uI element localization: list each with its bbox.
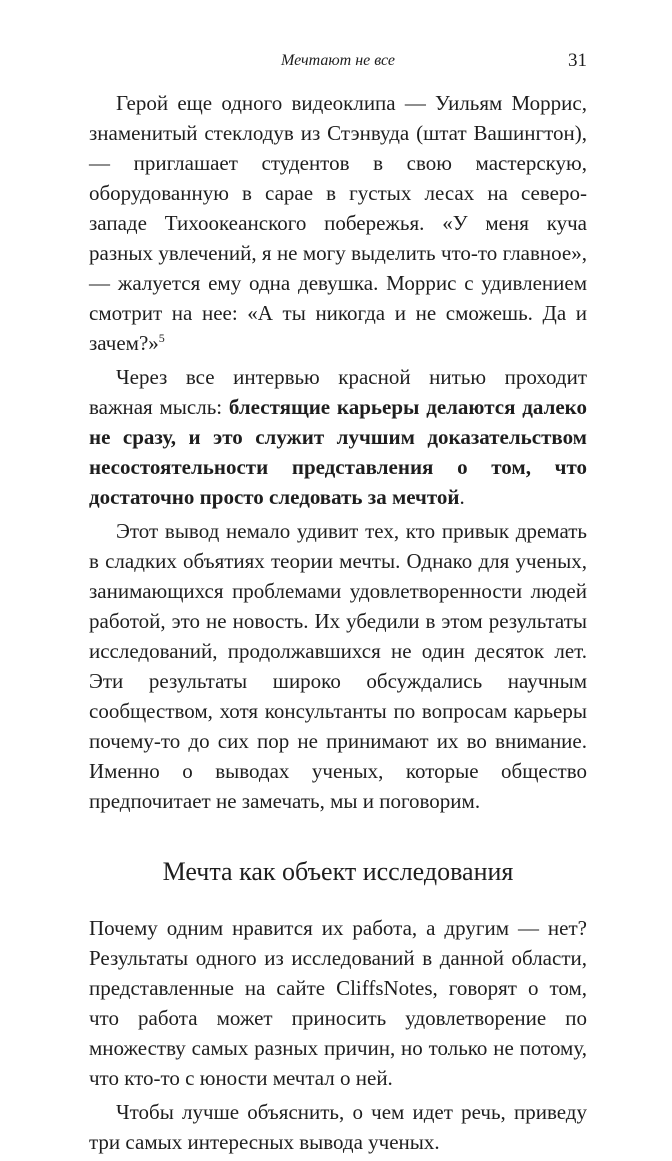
- bold-emphasis: блестящие карьеры делаются далеко не сразу, и это служит лучшим доказательством несостоятельности представления о том, что достаточно просто следовать за мечтой: [89, 395, 587, 509]
- paragraph-three-conclusions: Чтобы лучше объяснить, о чем идет речь, приведу три самых интересных вывода ученых.: [89, 1100, 587, 1154]
- paragraph-tail: .: [459, 485, 465, 509]
- paragraph-morris: [89, 88, 587, 358]
- paragraph-why-like-work: Почему одним нравится их работа, а другим — нет? Результаты одного из исследований в данной области, представленные на сайте CliffsNotes, говорят о том, что работа может приносить удовлетворение по множеству самых разных причин, но только не потому, что кто-то с юности мечтал о ней.: [89, 916, 587, 1090]
- paragraph-text: Герой еще одного видеоклипа — Уильям Моррис, знаменитый стеклодув из Стэнвуда (штат Вашингтон), — приглашает студентов в свою мастерскую, оборудованную в сарае в густых лесах на северо-западе Тихоокеанского побережья. «У меня куча разных увлечений, я не могу выделить что-то главное», — жалуется ему одна девушка. Моррис с удивлением смотрит на нее: «А ты никогда и не сможешь. Да и зачем?»: [89, 91, 587, 355]
- page-body: [89, 88, 587, 1161]
- paragraph-research: Этот вывод немало удивит тех, кто привык дремать в сладких объятиях теории мечты. Однако для ученых, занимающихся проблемами удовлетворенности людей работой, это не новость. Их убедили в этом результаты исследований, продолжавшихся не один десяток лет. Эти результаты широко обсуждались научным сообществом, хотя консультанты по вопросам карьеры почему-то до сих пор не принимают их во внимание. Именно о выводах ученых, которые общество предпочитает не замечать, мы и поговорим.: [89, 519, 587, 813]
- paragraph-key-idea: [89, 362, 587, 512]
- page-number: 31: [568, 50, 587, 71]
- paragraph-lead: Через все интервью красной нитью проходит важная мысль:: [89, 365, 587, 419]
- running-title: Мечтают не все: [281, 52, 395, 69]
- running-header: [89, 50, 587, 74]
- footnote-ref: 5: [158, 331, 165, 345]
- section-heading: Мечта как объект исследования: [162, 857, 514, 886]
